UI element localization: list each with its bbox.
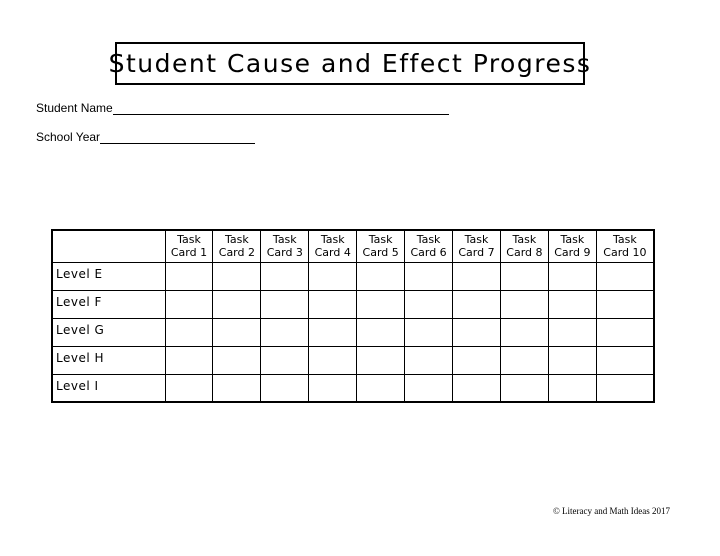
table-body (52, 262, 654, 402)
progress-cell[interactable] (261, 318, 309, 346)
progress-cell[interactable] (405, 346, 453, 374)
progress-cell[interactable] (165, 346, 213, 374)
student-name-line[interactable] (113, 102, 449, 115)
progress-cell[interactable] (309, 290, 357, 318)
progress-cell[interactable] (548, 346, 596, 374)
column-header-line1: Task (512, 233, 537, 247)
progress-cell[interactable] (548, 262, 596, 290)
progress-table (51, 229, 655, 403)
progress-cell[interactable] (405, 290, 453, 318)
column-header-line2: Card 9 (554, 246, 591, 260)
column-header-line1: Task (320, 233, 345, 247)
column-header-line1: Task (177, 233, 201, 247)
column-header-line1: Task (416, 233, 441, 247)
column-header-task-card-2 (213, 230, 261, 262)
progress-cell[interactable] (596, 346, 654, 374)
progress-cell[interactable] (596, 290, 654, 318)
copyright-text: © Literacy and Math Ideas 2017 (552, 506, 670, 516)
table-row (52, 318, 654, 346)
progress-cell[interactable] (596, 262, 654, 290)
progress-cell[interactable] (309, 262, 357, 290)
school-year-field (36, 130, 255, 144)
column-header-line1: Task (368, 233, 393, 247)
row-label: Level F (52, 290, 165, 318)
progress-cell[interactable] (357, 346, 405, 374)
table-row (52, 262, 654, 290)
column-header-task-card-8 (500, 230, 548, 262)
progress-cell[interactable] (596, 374, 654, 402)
column-header-line2: Card 3 (266, 246, 303, 260)
column-header-line2: Card 5 (362, 246, 399, 260)
column-header-line2: Card 7 (458, 246, 495, 260)
progress-cell[interactable] (357, 318, 405, 346)
column-header-line2: Card 2 (218, 246, 255, 260)
progress-cell[interactable] (261, 346, 309, 374)
progress-cell[interactable] (500, 346, 548, 374)
progress-cell[interactable] (213, 318, 261, 346)
progress-cell[interactable] (309, 318, 357, 346)
student-name-field (36, 101, 449, 115)
progress-cell[interactable] (213, 374, 261, 402)
column-header-task-card-9 (548, 230, 596, 262)
column-header-line2: Card 4 (314, 246, 351, 260)
column-header-line1: Task (464, 233, 489, 247)
progress-cell[interactable] (165, 374, 213, 402)
progress-cell[interactable] (357, 262, 405, 290)
progress-cell[interactable] (596, 318, 654, 346)
progress-cell[interactable] (213, 346, 261, 374)
progress-cell[interactable] (405, 262, 453, 290)
school-year-line[interactable] (100, 131, 255, 144)
page-title: Student Cause and Effect Progress (108, 49, 592, 78)
progress-cell[interactable] (500, 290, 548, 318)
progress-cell[interactable] (548, 290, 596, 318)
progress-cell[interactable] (500, 318, 548, 346)
progress-cell[interactable] (548, 318, 596, 346)
row-label: Level G (52, 318, 165, 346)
school-year-label: School Year (36, 130, 101, 144)
row-label: Level H (52, 346, 165, 374)
progress-cell[interactable] (357, 374, 405, 402)
progress-cell[interactable] (165, 262, 213, 290)
column-header-line1: Task (272, 233, 297, 247)
progress-cell[interactable] (165, 318, 213, 346)
progress-cell[interactable] (405, 374, 453, 402)
column-header-task-card-7 (453, 230, 501, 262)
table-corner-cell (52, 230, 165, 262)
progress-cell[interactable] (213, 290, 261, 318)
column-header-line2: Card 6 (410, 246, 447, 260)
progress-cell[interactable] (405, 318, 453, 346)
progress-cell[interactable] (500, 262, 548, 290)
column-header-line1: Task (613, 233, 637, 247)
progress-cell[interactable] (453, 290, 501, 318)
column-header-task-card-4 (309, 230, 357, 262)
progress-cell[interactable] (309, 374, 357, 402)
column-header-line1: Task (225, 233, 249, 247)
table-header-row (52, 230, 654, 262)
column-header-task-card-6 (405, 230, 453, 262)
progress-cell[interactable] (261, 290, 309, 318)
progress-cell[interactable] (453, 346, 501, 374)
column-header-task-card-5 (357, 230, 405, 262)
column-header-task-card-1 (165, 230, 213, 262)
progress-cell[interactable] (500, 374, 548, 402)
progress-cell[interactable] (357, 290, 405, 318)
column-header-line1: Task (560, 233, 585, 247)
progress-cell[interactable] (261, 262, 309, 290)
student-name-label: Student Name (36, 101, 113, 115)
progress-cell[interactable] (309, 346, 357, 374)
progress-cell[interactable] (261, 374, 309, 402)
progress-cell[interactable] (548, 374, 596, 402)
column-header-task-card-3 (261, 230, 309, 262)
table-row (52, 290, 654, 318)
column-header-line2: Card 8 (506, 246, 543, 260)
table-row (52, 374, 654, 402)
column-header-line2: Card 10 (603, 246, 647, 260)
table-row (52, 346, 654, 374)
column-header-task-card-10 (596, 230, 654, 262)
progress-cell[interactable] (213, 262, 261, 290)
row-label: Level E (52, 262, 165, 290)
title-box (108, 42, 592, 85)
progress-cell[interactable] (453, 374, 501, 402)
progress-cell[interactable] (453, 318, 501, 346)
progress-cell[interactable] (165, 290, 213, 318)
row-label: Level I (52, 374, 165, 402)
progress-cell[interactable] (453, 262, 501, 290)
column-header-line2: Card 1 (170, 246, 208, 260)
